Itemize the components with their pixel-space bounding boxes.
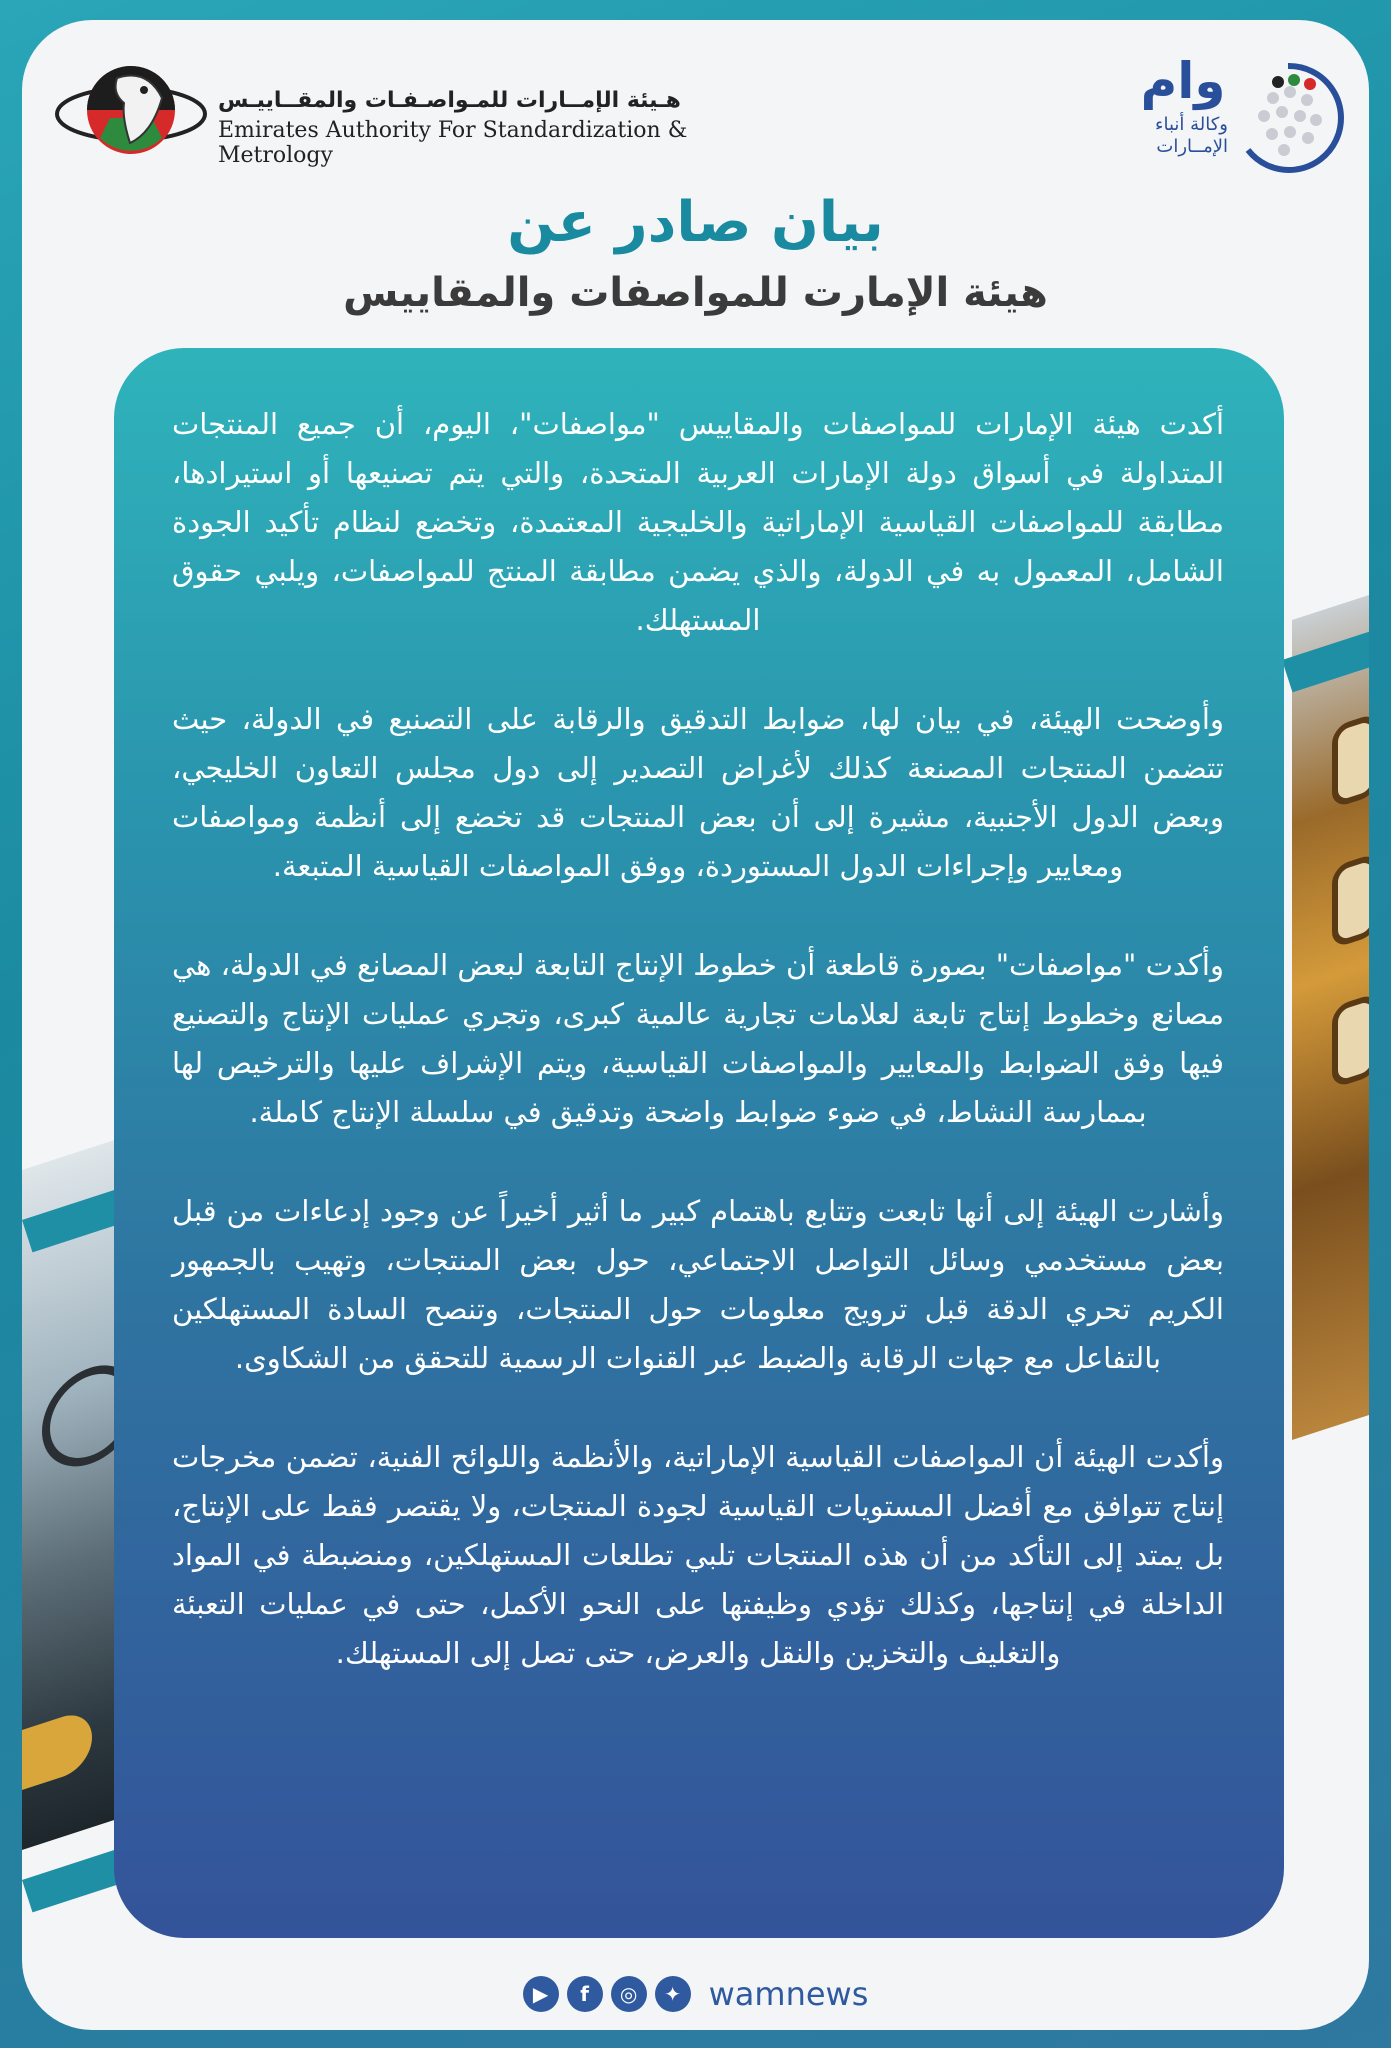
statement-paragraph: وأكدت الهيئة أن المواصفات القياسية الإماراتية، والأنظمة واللوائح الفنية، تضمن مخرجات إنتاج تتوافق مع أفضل المستويات القياسية لجودة المنتجات، ولا يقتصر فقط على الإنتاج، بل يمتد إلى التأكد من أن هذه المنتجات تلبي تطلعات المستهلكين، ومنضبطة في المواد الداخلة في إنتاجها، وكذلك تؤدي وظيفتها على النحو الأكمل، حتى في عمليات التعبئة والتغليف والتخزين والنقل والعرض، حتى تصل إلى المستهلك. — [172, 1440, 1224, 1670]
statement-paragraph: وأوضحت الهيئة، في بيان لها، ضوابط التدقيق والرقابة على التصنيع في الدولة، حيث تتضمن المنتجات المصنعة كذلك لأغراض التصدير إلى دول مجلس التعاون الخليجي، وبعض الدول الأجنبية، مشيرة إلى أن بعض المنتجات قد تخضع إلى أنظمة ومواصفات ومعايير وإجراءات الدول المستوردة، ووفق المواصفات القياسية المتبعة. — [172, 702, 1224, 883]
esma-name-english: Emirates Authority For Standardization & Metrology — [218, 118, 688, 168]
wam-wordmark: وام — [1140, 52, 1226, 110]
esma-name-arabic: هـيئة الإمــارات للمـواصـفـات والمقــاييـس — [218, 88, 681, 113]
page-title: بيان صادر عن — [507, 190, 884, 255]
factory-photo-right — [1292, 578, 1369, 1440]
page-subtitle: هيئة الإمارت للمواصفات والمقاييس — [343, 270, 1048, 316]
yellow-tub-graphic — [22, 1707, 92, 1790]
statement-paragraph: وأكدت "مواصفات" بصورة قاطعة أن خطوط الإنتاج التابعة لبعض المصانع في الدولة، هي مصانع وخطوط إنتاج تابعة لعلامات تجارية عالمية كبرى، وتجري عمليات الإنتاج والتصنيع فيها وفق الضوابط والمعايير والمواصفات القياسية، ويتم الإشراف عليها والترخيص لها بممارسة النشاط، في ضوء ضوابط واضحة وتدقيق في سلسلة الإنتاج كاملة. — [172, 948, 1224, 1129]
social-handle[interactable]: wamnews — [708, 1975, 869, 2013]
wam-subtitle-line: وكالة أنباء — [1155, 114, 1228, 135]
statement-paragraph: وأشارت الهيئة إلى أنها تابعت وتتابع باهتمام كبير ما أثير أخيراً عن وجود إدعاءات من قبل بعض مستخدمي وسائل التواصل الاجتماعي، حول بعض المنتجات، وتهيب بالجمهور الكريم تحري الدقة قبل ترويج معلومات حول المنتجات، وتنصح السادة المستهلكين بالتفاعل مع جهات الرقابة والضبط عبر القنوات الرسمية للتحقق من الشكاوى. — [172, 1194, 1224, 1375]
porthole-window — [1332, 712, 1369, 809]
facebook-icon[interactable]: f — [567, 1976, 603, 2012]
wam-logo-icon — [1228, 58, 1348, 178]
porthole-window — [1332, 852, 1369, 949]
esma-logo — [52, 48, 210, 168]
porthole-window — [1332, 992, 1369, 1089]
statement-body — [172, 400, 1224, 1728]
social-footer — [0, 1972, 1391, 2016]
wam-subtitle — [1120, 114, 1228, 158]
youtube-icon[interactable]: ▶ — [523, 1976, 559, 2012]
twitter-icon[interactable]: ✦ — [655, 1976, 691, 2012]
instagram-icon[interactable]: ◎ — [611, 1976, 647, 2012]
statement-paragraph: أكدت هيئة الإمارات للمواصفات والمقاييس "مواصفات"، اليوم، أن جميع المنتجات المتداولة في أسواق دولة الإمارات العربية المتحدة، والتي يتم تصنيعها أو استيرادها، مطابقة للمواصفات القياسية الإماراتية والخليجية المعتمدة، وتخضع لنظام تأكيد الجودة الشامل، المعمول به في الدولة، والذي يضمن مطابقة المنتج للمواصفات، ويلبي حقوق المستهلك. — [172, 407, 1224, 637]
wam-subtitle-line: الإمــارات — [1156, 136, 1228, 157]
